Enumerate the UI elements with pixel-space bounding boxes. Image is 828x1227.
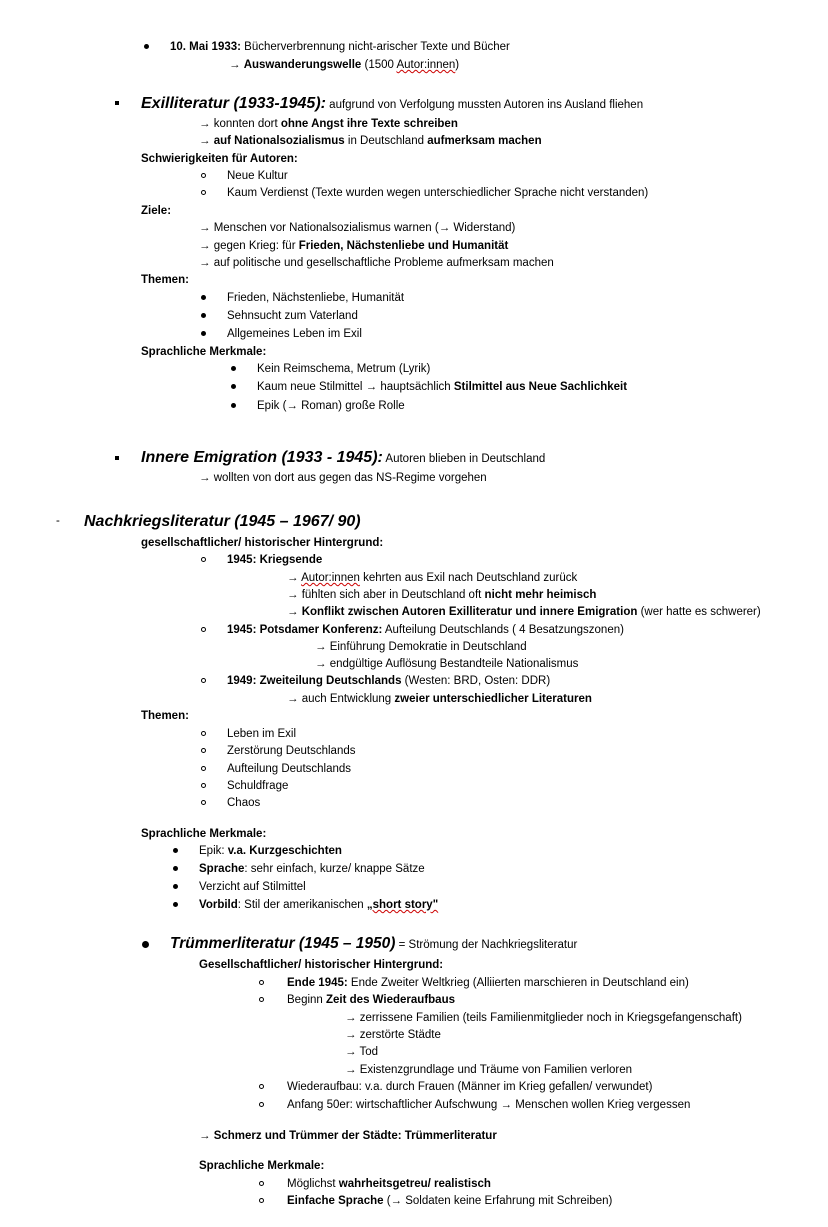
innere-arrow-1: → wollten von dort aus gegen das NS-Regime vorgehen: [199, 472, 487, 484]
truemmer-w-arrow-3: → Tod: [345, 1046, 379, 1058]
exil-schwierig-label: Schwierigkeiten für Autoren:: [141, 153, 298, 165]
nach-thema-5: Chaos: [227, 797, 261, 809]
nach-z-arrow-1: → auch Entwicklung zweier unterschiedlicher Literaturen: [287, 693, 592, 705]
nach-sprache-label: Sprachliche Merkmale:: [141, 828, 267, 840]
circle-bullet-icon: [201, 766, 206, 771]
bullet-icon: [173, 902, 178, 907]
arrow-icon: →: [287, 572, 299, 584]
arrow-icon: →: [199, 1130, 211, 1142]
truemmer-w-arrow-1: → zerrissene Familien (teils Familienmitglieder noch in Kriegsgefangenschaft): [345, 1012, 742, 1024]
circle-bullet-icon: [201, 800, 206, 805]
arrow-icon: →: [199, 257, 211, 269]
arrow-icon: →: [286, 400, 298, 412]
exil-thema-1: Frieden, Nächstenliebe, Humanität: [227, 292, 405, 304]
arrow-icon: →: [287, 606, 299, 618]
arrow-icon: →: [345, 1012, 357, 1024]
exil-sprache-1: Kein Reimschema, Metrum (Lyrik): [257, 363, 431, 375]
nach-heading: Nachkriegsliteratur (1945 – 1967/ 90): [84, 513, 361, 530]
circle-bullet-icon: [201, 557, 206, 562]
square-bullet-icon: [115, 456, 119, 460]
exil-ziel-1: → Menschen vor Nationalsozialismus warnen (→ Widerstand): [199, 222, 516, 234]
circle-bullet-icon: [259, 1102, 264, 1107]
nach-thema-4: Schuldfrage: [227, 780, 289, 792]
nach-kriegsende: 1945: Kriegsende: [227, 554, 323, 566]
top-line-arrow: → Auswanderungswelle (1500 Autor:innen): [229, 59, 460, 71]
circle-bullet-icon: [259, 1198, 264, 1203]
arrow-icon: →: [315, 641, 327, 653]
arrow-icon: →: [199, 222, 211, 234]
bullet-icon: [173, 848, 178, 853]
nach-k-arrow-2: → fühlten sich aber in Deutschland oft nicht mehr heimisch: [287, 589, 597, 601]
circle-bullet-icon: [201, 748, 206, 753]
arrow-icon: →: [500, 1099, 513, 1111]
nach-hint-label: gesellschaftlicher/ historischer Hintergrund:: [141, 537, 384, 549]
arrow-icon: →: [199, 240, 211, 252]
bullet-icon: [231, 403, 236, 408]
nach-zweiteilung: 1949: Zweiteilung Deutschlands (Westen: BRD, Osten: DDR): [227, 675, 551, 687]
bullet-icon: [173, 866, 178, 871]
circle-bullet-icon: [201, 783, 206, 788]
nach-sprache-2: Sprache: sehr einfach, kurze/ knappe Sätze: [199, 863, 425, 875]
nach-p-arrow-2: → endgültige Auflösung Bestandteile Nationalismus: [315, 658, 579, 670]
exil-themen-label: Themen:: [141, 274, 189, 286]
exil-sprache-label: Sprachliche Merkmale:: [141, 346, 267, 358]
nach-k-arrow-3: → Konflikt zwischen Autoren Exilliteratur und innere Emigration (wer hatte es schwerer): [287, 606, 761, 618]
nach-p-arrow-1: → Einführung Demokratie in Deutschland: [315, 641, 527, 653]
arrow-icon: →: [229, 59, 241, 71]
nach-potsdam: 1945: Potsdamer Konferenz: Aufteilung Deutschlands ( 4 Besatzungszonen): [227, 624, 624, 636]
truemmer-hint-label: Gesellschaftlicher/ historischer Hintergrund:: [199, 959, 444, 971]
exil-heading: Exilliteratur (1933-1945): aufgrund von Verfolgung mussten Autoren ins Ausland fliehen: [141, 95, 644, 112]
exil-sprache-2: Kaum neue Stilmittel → hauptsächlich Stilmittel aus Neue Sachlichkeit: [257, 381, 628, 393]
arrow-icon: →: [287, 589, 299, 601]
exil-arrow-2: → auf Nationalsozialismus in Deutschland aufmerksam machen: [199, 135, 542, 147]
nach-thema-1: Leben im Exil: [227, 728, 297, 740]
truemmer-summary: → Schmerz und Trümmer der Städte: Trümmerliteratur: [199, 1130, 497, 1142]
bullet-icon: [201, 331, 206, 336]
nach-thema-2: Zerstörung Deutschlands: [227, 745, 356, 757]
arrow-icon: →: [199, 135, 211, 147]
arrow-icon: →: [199, 472, 211, 484]
arrow-icon: →: [390, 1195, 403, 1207]
bullet-icon: [231, 366, 236, 371]
circle-bullet-icon: [201, 190, 206, 195]
circle-bullet-icon: [259, 980, 264, 985]
bullet-icon: [201, 295, 206, 300]
exil-schwierig-2: Kaum Verdienst (Texte wurden wegen unterschiedlicher Sprache nicht verstanden): [227, 187, 649, 199]
arrow-icon: →: [345, 1046, 357, 1058]
arrow-icon: →: [345, 1029, 357, 1041]
arrow-icon: →: [438, 222, 451, 234]
circle-bullet-icon: [259, 997, 264, 1002]
circle-bullet-icon: [201, 627, 206, 632]
bullet-icon: [142, 941, 149, 948]
top-line-date: 10. Mai 1933: Bücherverbrennung nicht-arischer Texte und Bücher: [170, 41, 510, 53]
exil-ziel-2: → gegen Krieg: für Frieden, Nächstenliebe und Humanität: [199, 240, 509, 252]
nach-themen-label: Themen:: [141, 710, 189, 722]
truemmer-sprache-label: Sprachliche Merkmale:: [199, 1160, 325, 1172]
nach-thema-3: Aufteilung Deutschlands: [227, 763, 352, 775]
arrow-icon: →: [365, 381, 378, 393]
circle-bullet-icon: [259, 1181, 264, 1186]
arrow-icon: →: [345, 1064, 357, 1076]
truemmer-w-arrow-2: → zerstörte Städte: [345, 1029, 441, 1041]
nach-k-arrow-1: → Autor:innen kehrten aus Exil nach Deutschland zurück: [287, 572, 578, 584]
truemmer-heading: Trümmerliteratur (1945 – 1950) = Strömung der Nachkriegsliteratur: [170, 935, 578, 952]
bullet-icon: [231, 384, 236, 389]
bullet-icon: [173, 884, 178, 889]
arrow-icon: →: [287, 693, 299, 705]
bullet-icon: [201, 313, 206, 318]
exil-thema-2: Sehnsucht zum Vaterland: [227, 310, 358, 322]
exil-sprache-3: Epik (→ Roman) große Rolle: [257, 400, 405, 412]
innere-heading: Innere Emigration (1933 - 1945): Autoren blieben in Deutschland: [141, 449, 546, 466]
circle-bullet-icon: [259, 1084, 264, 1089]
square-bullet-icon: [115, 101, 119, 105]
nach-sprache-1: Epik: v.a. Kurzgeschichten: [199, 845, 342, 857]
circle-bullet-icon: [201, 173, 206, 178]
exil-arrow-1: → konnten dort ohne Angst ihre Texte schreiben: [199, 118, 458, 130]
circle-bullet-icon: [201, 731, 206, 736]
arrow-icon: →: [199, 118, 211, 130]
exil-ziele-label: Ziele:: [141, 205, 172, 217]
nach-sprache-4: Vorbild: Stil der amerikanischen „short story": [199, 899, 439, 911]
truemmer-sprache-1: Möglichst wahrheitsgetreu/ realistisch: [287, 1178, 491, 1190]
exil-ziel-3: → auf politische und gesellschaftliche Probleme aufmerksam machen: [199, 257, 554, 269]
truemmer-aufschwung: Anfang 50er: wirtschaftlicher Aufschwung → Menschen wollen Krieg vergessen: [287, 1099, 691, 1111]
nach-sprache-3: Verzicht auf Stilmittel: [199, 881, 306, 893]
exil-schwierig-1: Neue Kultur: [227, 170, 288, 182]
exil-thema-3: Allgemeines Leben im Exil: [227, 328, 362, 340]
truemmer-sprache-2: Einfache Sprache (→ Soldaten keine Erfahrung mit Schreiben): [287, 1195, 613, 1207]
circle-bullet-icon: [201, 678, 206, 683]
truemmer-wiederaufbau: Beginn Zeit des Wiederaufbaus: [287, 994, 455, 1006]
bullet-icon: [144, 44, 149, 49]
nach-dash: -: [56, 515, 60, 527]
truemmer-frauen: Wiederaufbau: v.a. durch Frauen (Männer im Krieg gefallen/ verwundet): [287, 1081, 653, 1093]
arrow-icon: →: [315, 658, 327, 670]
truemmer-w-arrow-4: → Existenzgrundlage und Träume von Familien verloren: [345, 1064, 633, 1076]
truemmer-ende: Ende 1945: Ende Zweiter Weltkrieg (Alliierten marschieren in Deutschland ein): [287, 977, 689, 989]
